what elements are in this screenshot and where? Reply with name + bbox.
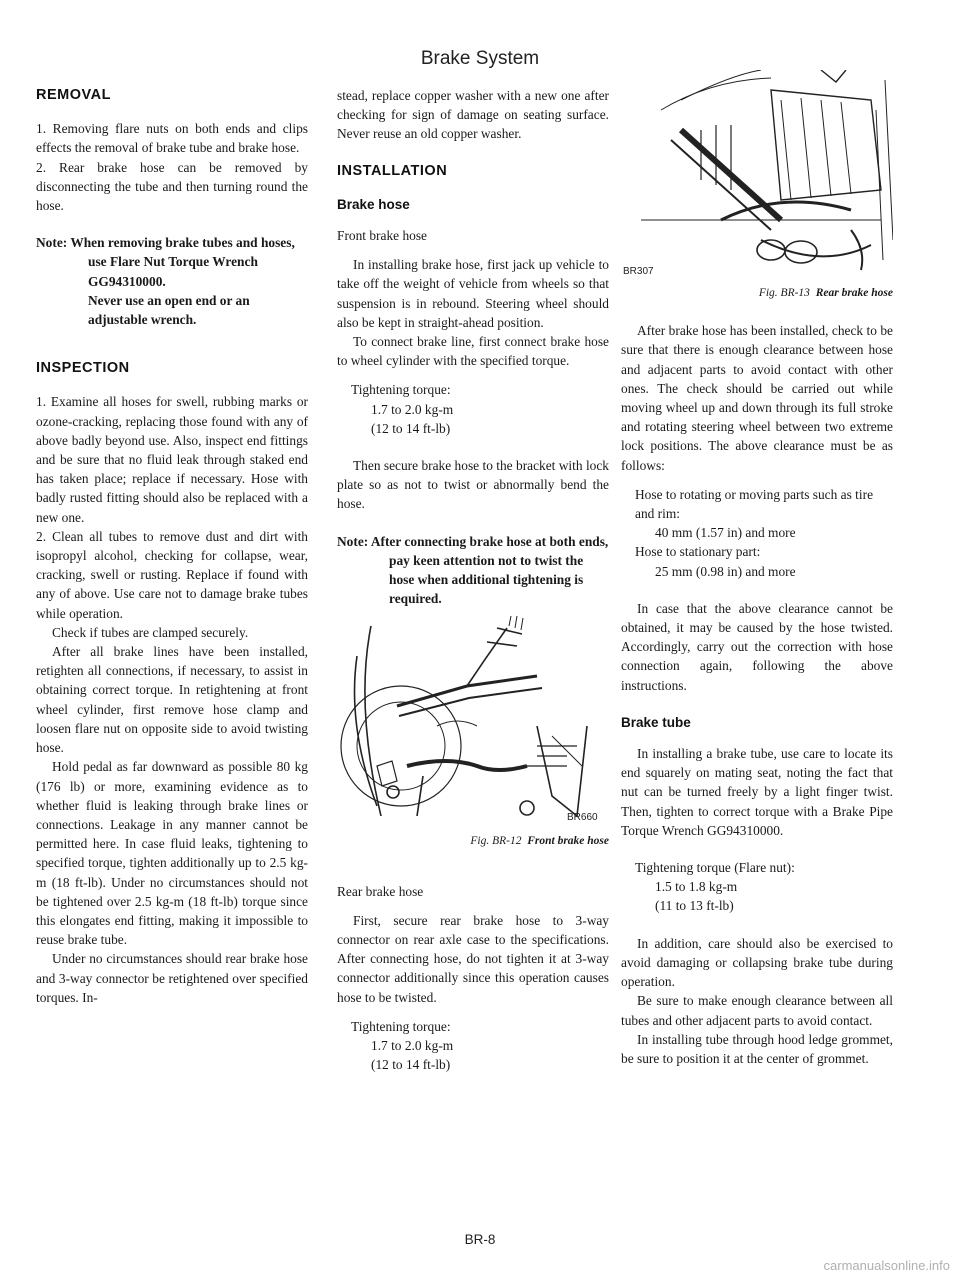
brake-tube-paragraph: In installing a brake tube, use care to locate its end squarely on mating seat, noting the fact that nut can be turned freely by a light finger twist. Then, tighten to correct torque with a Brake Pipe Torque Wrench GG94310000. [621,746,893,838]
torque-spec-1 [337,380,609,438]
clearance-spec [621,485,893,581]
rear-brake-hose-label: Rear brake hose [337,883,424,899]
figure-title: Rear brake hose [815,287,893,299]
rear-brake-hose-illustration [621,70,893,280]
figure-code: BR307 [623,266,654,277]
clearance-stationary-label: Hose to stationary part: [635,544,761,560]
clearance-moving-value: 40 mm (1.57 in) and more [655,525,796,541]
figure-caption [337,832,609,851]
clearance-case-paragraph: In case that the above clearance cannot be obtained, it may be caused by the hose twisted. Accordingly, carry out the correction with hose connection again, following the above instructions. [621,600,893,693]
torque-label: Tightening torque: [351,382,451,398]
torque-spec-2 [337,1017,609,1075]
clearance-check-paragraph: After brake hose has been installed, check to be sure that there is enough clearance between hose and adjacent parts to avoid contact with other ones. The check should be carried out while moving wheel up and down through its full stroke and rotating steering wheel between two extreme lock positions. The above clearance must be as follows: [621,323,893,473]
removal-note [36,233,308,291]
note-line-1: When removing brake tubes and hoses, use Flare Nut Torque Wrench GG94310000. [70,235,295,289]
torque-value-metric: 1.7 to 2.0 kg-m [371,401,454,417]
torque-label: Tightening torque: [351,1018,451,1034]
torque-label: Tightening torque (Flare nut): [635,860,795,876]
inspection-para-4: After all brake lines have been installed, retighten all connections, if necessary, to assist in obtaining correct torque. In retightening at front wheel cylinder, first remove hose clamp and loosen flare nut on opposite side to avoid twisting hose. [36,644,308,756]
note-text: After connecting brake hose at both ends, pay keen attention not to twist the hose when additional tightening is required. [370,533,609,607]
figure-front-brake-hose [337,616,609,828]
inspection-para-2: 2. Clean all tubes to remove dust and dirt with isopropyl alcohol, checking for collapse, wear, cracking, swell or rusting. Replace if found with any of above. Use care not to damage brake tubes while operation. [36,528,308,621]
front-para-2: To connect brake line, first connect brake hose to wheel cylinder with the specified torque. [337,334,609,369]
final-para-2: Be sure to make enough clearance between all tubes and other adjacent parts to avoid contact. [621,993,893,1028]
page-number: BR-8 [464,1232,496,1247]
clearance-moving-label: Hose to rotating or moving parts such as tire and rim: [635,486,874,522]
figure-caption [621,284,893,303]
torque-spec-3 [621,858,893,916]
middle-column [337,86,609,1075]
torque-value-metric: 1.5 to 1.8 kg-m [655,879,738,895]
front-brake-hose-label: Front brake hose [337,228,427,244]
removal-heading: REMOVAL [36,87,111,103]
torque-value-imperial: (12 to 14 ft-lb) [371,1057,451,1073]
page-header: Brake System [420,48,540,69]
final-para-1: In addition, care should also be exercised to avoid damaging or collapsing brake tube during operation. [621,935,893,990]
note-label: Note: [337,533,369,549]
brake-hose-heading: Brake hose [337,196,410,212]
inspection-heading: INSPECTION [36,360,130,377]
front-brake-hose-illustration [337,616,609,828]
left-column [36,86,308,1007]
rear-paragraph: First, secure rear brake hose to 3-way connector on rear axle case to the specifications. After connecting hose, do not tighten it at 3-way connector additionally since this operation causes hose to be twisted. [337,912,609,1005]
continuation-paragraph: stead, replace copper washer with a new one after checking for sign of damage on seating surface. Never reuse an old copper washer. [337,88,609,142]
figure-number: Fig. BR-13 [758,287,810,299]
inspection-para-6: Under no circumstances should rear brake hose and 3-way connector be retightened over specified torques. In- [36,951,308,1005]
secure-paragraph: Then secure brake hose to the bracket with lock plate so as not to twist or abnormally bend the hose. [337,458,609,512]
front-para-1: In installing brake hose, first jack up vehicle to take off the weight of vehicle from wheels so that suspension is in rebound. Steering wheel should also be kept in straight-ahead position. [337,257,609,330]
right-column [621,70,893,1068]
inspection-para-1: 1. Examine all hoses for swell, rubbing marks or ozone-cracking, replacing those found with any of above badly beyond use. Also, inspect end fittings and be sure that no fluid leak through staked end has taken place; replace if necessary. Hose with badly rusted fitting should also be replaced with a new one. [36,394,308,525]
torque-value-imperial: (12 to 14 ft-lb) [371,420,451,436]
final-para-3: In installing tube through hood ledge grommet, be sure to position it at the center of grommet. [621,1031,893,1066]
note-label: Note: [36,235,68,251]
figure-number: Fig. BR-12 [470,835,522,848]
watermark: carmanualsonline.info [823,1258,950,1273]
removal-note-line-2: Never use an open end or an adjustable wrench. [88,292,250,328]
inspection-para-5: Hold pedal as far downward as possible 80 kg (176 lb) or more, examining evidence as to whether fluid is leaking through brake lines or connections. Leakage in any manner cannot be permitted here. In case fluid leaks, tightening to specified torque, tighten additionally up to 2.5 kg-m (18 ft-lb). Under no circumstances should not be tightened over 2.5 kg-m (18 ft-lb) torque since this elongates end fitting, making it impossible to reuse brake tube. [36,759,308,948]
figure-code: BR660 [567,812,598,824]
installation-note [337,532,609,609]
figure-title: Front brake hose [527,835,609,848]
clearance-stationary-value: 25 mm (0.98 in) and more [655,563,796,579]
removal-item-2: 2. Rear brake hose can be removed by disconnecting the tube and then turning round the hose. [36,159,308,214]
installation-heading: INSTALLATION [337,162,448,179]
inspection-para-3: Check if tubes are clamped securely. [52,624,249,640]
removal-item-1: 1. Removing flare nuts on both ends and clips effects the removal of brake tube and brake hose. [36,121,308,156]
figure-rear-brake-hose [621,70,893,280]
brake-tube-heading: Brake tube [621,714,691,730]
torque-value-metric: 1.7 to 2.0 kg-m [371,1038,454,1054]
torque-value-imperial: (11 to 13 ft-lb) [655,898,734,914]
